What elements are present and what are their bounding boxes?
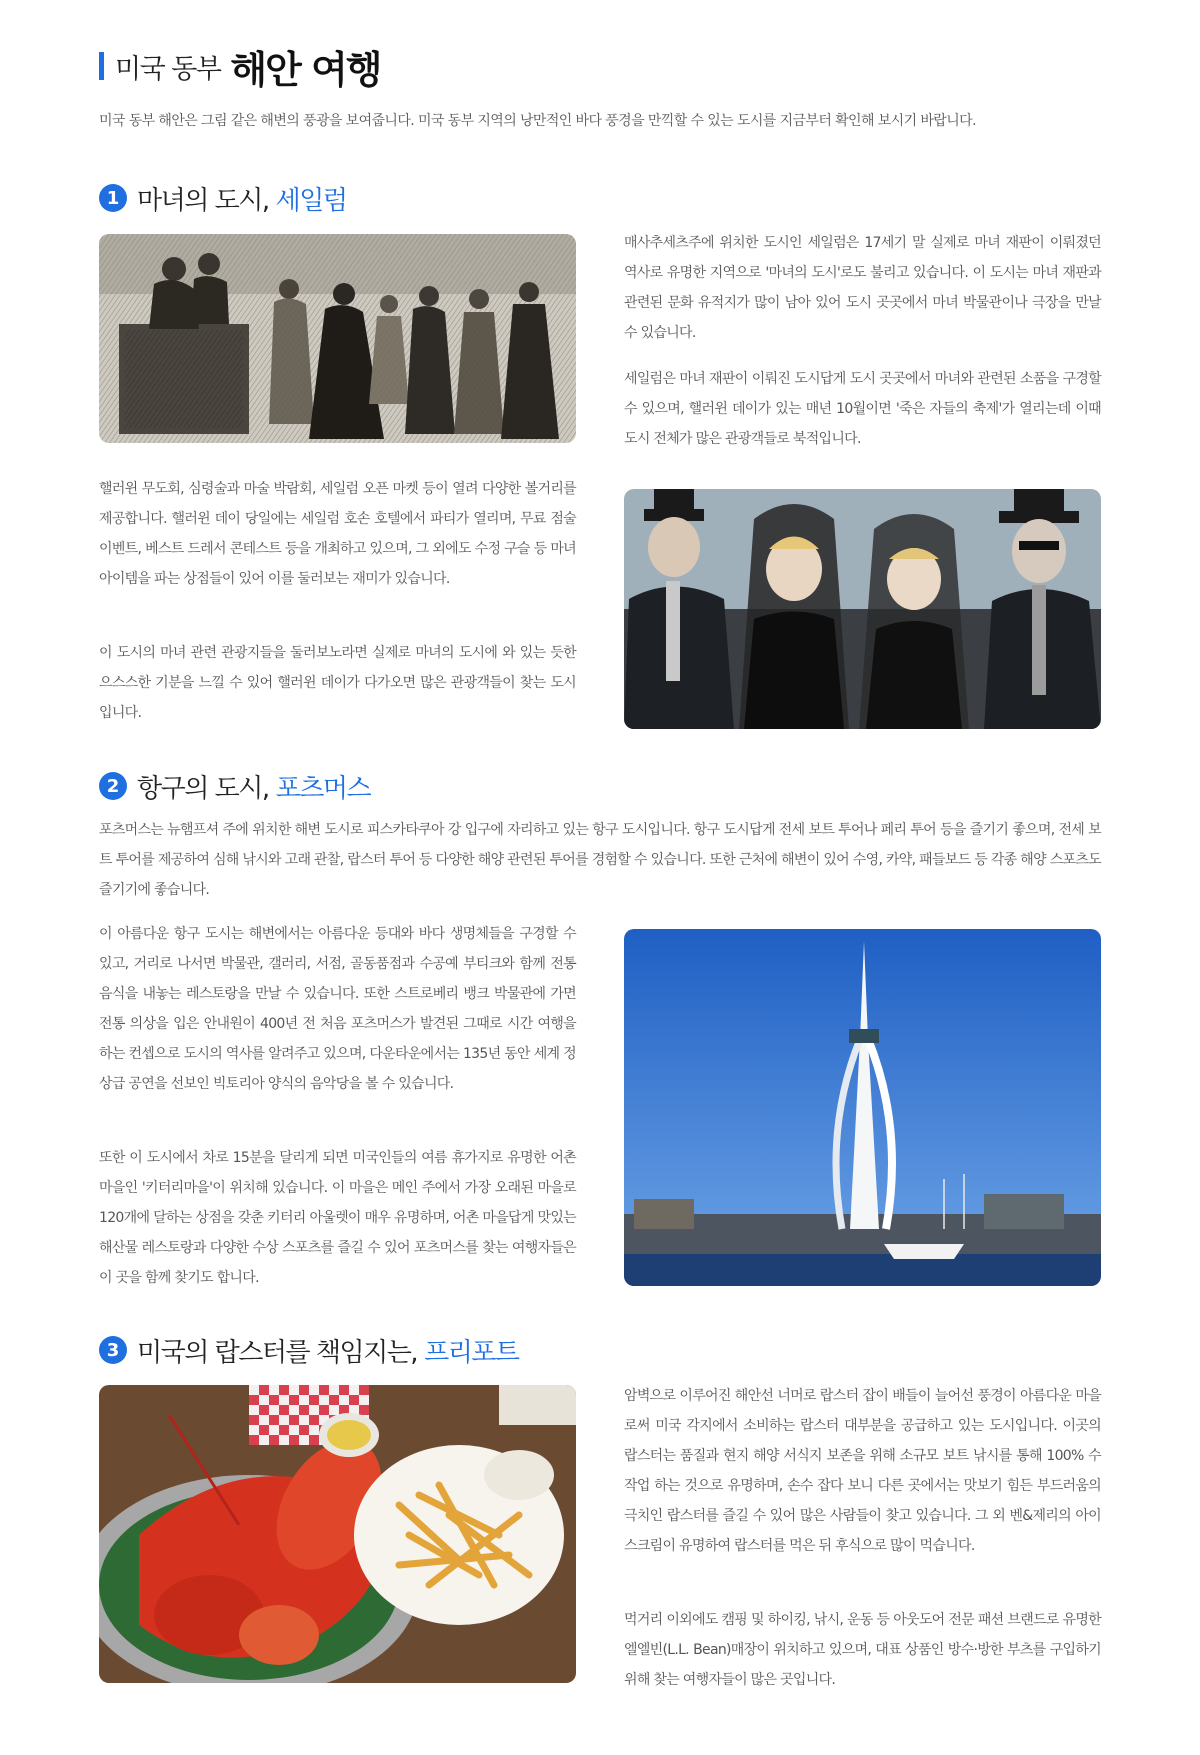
section-title: 마녀의 도시, — [137, 185, 269, 216]
section-title-city: 포츠머스 — [275, 773, 371, 804]
section-number-badge: 2 — [99, 772, 127, 800]
page-title — [99, 44, 381, 92]
section-title-city: 프리포트 — [424, 1337, 519, 1368]
section-title: 미국의 랍스터를 책임지는, — [137, 1337, 418, 1368]
section-3-heading — [99, 1330, 519, 1370]
section-1-paragraph-3: 핼러윈 무도회, 심령술과 마술 박람회, 세일럼 오픈 마켓 등이 열려 다양한 볼거리를 제공합니다. 핼러윈 데이 당일에는 세일럼 호손 호텔에서 파티가 열리며, 무료 점술 이벤트, 베스트 드레서 콘테스트 등을 개최하고 있으며, 그 외에도 수정 구슬 등 마녀 아이템을 파는 상점들이 있어 이를 둘러보는 재미가 있습니다. — [99, 481, 576, 587]
title-bold-text: 해안 여행 — [230, 47, 381, 92]
intro-text: 미국 동부 해안은 그림 같은 해변의 풍광을 보여줍니다. 미국 동부 지역의 낭만적인 바다 풍경을 만끽할 수 있는 도시를 지금부터 확인해 보시기 바랍니다. — [99, 113, 976, 129]
halloween-costume-photo — [624, 489, 1101, 729]
witch-trial-engraving-image — [99, 234, 576, 443]
lobster-dinner-photo — [99, 1385, 576, 1683]
section-3-paragraph-2: 먹거리 이외에도 캠핑 및 하이킹, 낚시, 운동 등 아웃도어 전문 패션 브랜드로 유명한 엘엘빈(L.L. Bean)매장이 위치하고 있으며, 대표 상품인 방수·방한 부츠를 구입하기 위해 찾는 여행자들이 많은 곳입니다. — [624, 1612, 1101, 1688]
section-number-badge: 3 — [99, 1336, 127, 1364]
title-light-text: 미국 동부 — [115, 53, 221, 85]
section-1-paragraph-4: 이 도시의 마녀 관련 관광지들을 둘러보노라면 실제로 마녀의 도시에 와 있는 듯한 으스스한 기분을 느낄 수 있어 핼러윈 데이가 다가오면 많은 관광객들이 찾는 도시입니다. — [99, 645, 576, 721]
section-1-paragraph-1: 매사추세츠주에 위치한 도시인 세일럼은 17세기 말 실제로 마녀 재판이 이뤄졌던 역사로 유명한 지역으로 '마녀의 도시'로도 불리고 있습니다. 이 도시는 마녀 재판과 관련된 문화 유적지가 많이 남아 있어 도시 곳곳에서 마녀 박물관이나 극장을 만날 수 있습니다. — [624, 235, 1101, 341]
section-title-city: 세일럼 — [275, 185, 347, 216]
spinnaker-tower-photo — [624, 929, 1101, 1286]
section-number-badge: 1 — [99, 184, 127, 212]
section-1-heading — [99, 178, 346, 218]
title-accent-bar — [99, 52, 104, 80]
section-2-paragraph-2: 이 아름다운 항구 도시는 해변에서는 아름다운 등대와 바다 생명체들을 구경할 수 있고, 거리로 나서면 박물관, 갤러리, 서점, 골동품점과 수공예 부티크와 함께 전통 음식을 내놓는 레스토랑을 만날 수 있습니다. 또한 스트로베리 뱅크 박물관에 가면 전통 의상을 입은 안내원이 400년 전 처음 포츠머스가 발견된 그때로 시간 여행을 하는 컨셉으로 도시의 역사를 알려주고 있으며, 다운타운에서는 135년 동안 세계 정상급 공연을 선보인 빅토리아 양식의 음악당을 볼 수 있습니다. — [99, 926, 576, 1092]
section-2-heading — [99, 766, 370, 806]
section-3-paragraph-1: 암벽으로 이루어진 해안선 너머로 랍스터 잡이 배들이 늘어선 풍경이 아름다운 마을로써 미국 각지에서 소비하는 랍스터 대부분을 공급하고 있는 도시입니다. 이곳의 랍스터는 품질과 현지 해양 서식지 보존을 위해 소규모 보트 낚시를 통해 100% 수작업 하는 것으로 유명하며, 손수 잡다 보니 다른 곳에서는 맛보기 힘든 부드러움의 극치인 랍스터를 즐길 수 있어 많은 사람들이 찾고 있습니다. 그 외 벤&제리의 아이스크림이 유명하여 랍스터를 먹은 뒤 후식으로 많이 먹습니다. — [624, 1388, 1101, 1554]
section-2-paragraph-3: 또한 이 도시에서 차로 15분을 달리게 되면 미국인들의 여름 휴가지로 유명한 어촌마을인 '키터리마을'이 위치해 있습니다. 이 마을은 메인 주에서 가장 오래된 마을로 120개에 달하는 상점을 갖춘 키터리 아울렛이 매우 유명하며, 어촌 마을답게 맛있는 해산물 레스토랑과 다양한 수상 스포츠를 즐길 수 있어 포츠머스를 찾는 여행자들은 이 곳을 함께 찾기도 합니다. — [99, 1150, 576, 1286]
section-title: 항구의 도시, — [137, 773, 269, 804]
section-2-paragraph-1: 포츠머스는 뉴햄프셔 주에 위치한 해변 도시로 피스카타쿠아 강 입구에 자리하고 있는 항구 도시입니다. 항구 도시답게 전세 보트 투어나 페리 투어 등을 즐기기 좋으며, 전세 보트 투어를 제공하여 심해 낚시와 고래 관찰, 랍스터 투어 등 다양한 해양 관련된 투어를 경험할 수 있습니다. 또한 근처에 해변이 있어 수영, 카약, 패들보드 등 각종 해양 스포츠도 즐기기에 좋습니다. — [99, 822, 1101, 898]
section-1-paragraph-2: 세일럼은 마녀 재판이 이뤄진 도시답게 도시 곳곳에서 마녀와 관련된 소품을 구경할 수 있으며, 핼러윈 데이가 있는 매년 10월이면 '죽은 자들의 축제'가 열리는데 이때 도시 전체가 많은 관광객들로 북적입니다. — [624, 371, 1101, 447]
